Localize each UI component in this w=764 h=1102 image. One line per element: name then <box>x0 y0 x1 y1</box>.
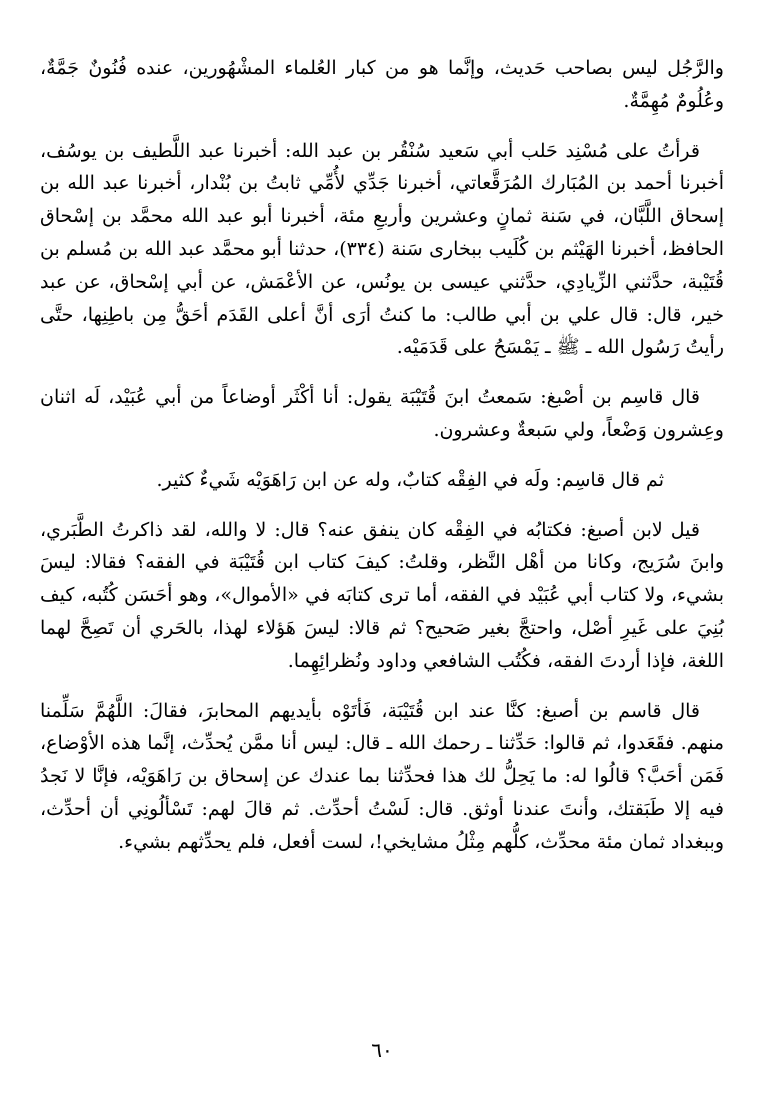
page-number: ٦٠ <box>371 1038 393 1062</box>
paragraph-hadith-chain: قرأتُ على مُسْنِد حَلب أبي سَعيد سُنْقُر بن عبد الله: أخبرنا عبد اللَّطيف بن يوسُف، أخبرنا أحمد بن المُبَارك المُرَقَّعاتي، أخبرنا جَدِّي لأُمِّي ثابتُ بن بُنْدار، أخبرنا عبد الله بن إسحاق اللَّبَّان، في سَنة ثمانٍ وعشرين وأربعِ مئة، أخبرنا أبو عبد الله محمَّد بن إسْحاق الحافظ، أخبرنا الهَيْثم بن كُلَيب ببخارى سَنة (٣٣٤)، حدثنا أبو محمَّد عبد الله بن مُسلم بن قُتَيْبة، حدَّثني الزِّيادِي، حدَّثني عيسى بن يونُس، عن الأعْمَش، عن أبي إسْحاق، عن عبد خير، قال: قال علي بن أبي طالب: ما كنتُ أرَى أنَّ أعلى القَدَم أحَقُّ مِن باطِنِها، حتَّى رأيتُ رَسُول الله ـ ﷺ ـ يَمْسَحُ على قَدَمَيْه. <box>40 139 724 359</box>
paragraph-qasim-fiqh: ثم قال قاسِم: ولَه في الفِقْه كتابٌ، وله عن ابن رَاهَوَيْه شَيءٌ كثير. <box>156 468 664 491</box>
paragraph-qasim-quote: قال قاسِم بن أصْبغ: سَمعتُ ابنَ قُتَيْبَة يقول: أنا أكْثَر أوضاعاً من أبي عُبَيْد، لَه اثنان وعِشرون وَضْعاً، ولي سَبعةٌ وعشرون. <box>40 386 724 441</box>
page-body <box>40 52 724 876</box>
paragraph-ibn-asbagh-question: قيل لابن أصبغ: فكتابُه في الفِقْه كان ينفق عنه؟ قال: لا والله، لقد ذاكرتُ الطَّبَري، وابنَ سُرَيج، وكانا من أهْل النَّظر، وقلتُ: كيفَ كتاب ابن قُتَيْبَة في الفقه؟ فقالا: ليسَ بشيء، ولا كتاب أبي عُبَيْد في الفقه، أما ترى كتابَه في «الأموال»، وهو أحَسَن كُتُبه، كيف بُنِيَ على غَيرِ أصْل، واحتجَّ بغير صَحيح؟ ثم قالا: ليسَ هَؤلاء لهذا، بالحَري أن تَصِحَّ لهما اللغة، فإذا أردتَ الفقه، فكُتُب الشافعي وداود ونُظرائِهِما. <box>40 518 724 672</box>
paragraph-intro: والرَّجُل ليس بصاحب حَديث، وإنَّما هو من كبار العُلماء المشْهُورين، عنده فُنُونٌ جَمَّةٌ، وعُلُومٌ مُهِمَّةٌ. <box>40 57 724 112</box>
paragraph-qasim-story: قال قاسم بن أصبغ: كنَّا عند ابن قُتَيْبَة، فَأتَوْه بأيديهم المحابرَ، فقالَ: اللَّهُمَّ سَلِّمنا منهم. فقَعَدوا، ثم قالوا: حَدِّثنا ـ رحمك الله ـ قال: ليس أنا ممَّن يُحدِّث، إنَّما هذه الأوْضاع، فَمَن أحَبَّ؟ قالُوا له: ما يَحِلُّ لك هذا فحدِّثنا بما عندك عن إسحاق بن رَاهَوَيْه، فإنَّا لا نَجدُ فيه إلا طَبَقتك، وأنتَ عندنا أوثق. قال: لَسْتُ أحدِّث. ثم قالَ لهم: تَسْألُونِي أن أحدِّث، وببغداد ثمان مئة محدِّث، كلُّهم مِثْلُ مشايخي!، لست أفعل، فلم يحدِّثهم بشيء. <box>40 699 724 853</box>
